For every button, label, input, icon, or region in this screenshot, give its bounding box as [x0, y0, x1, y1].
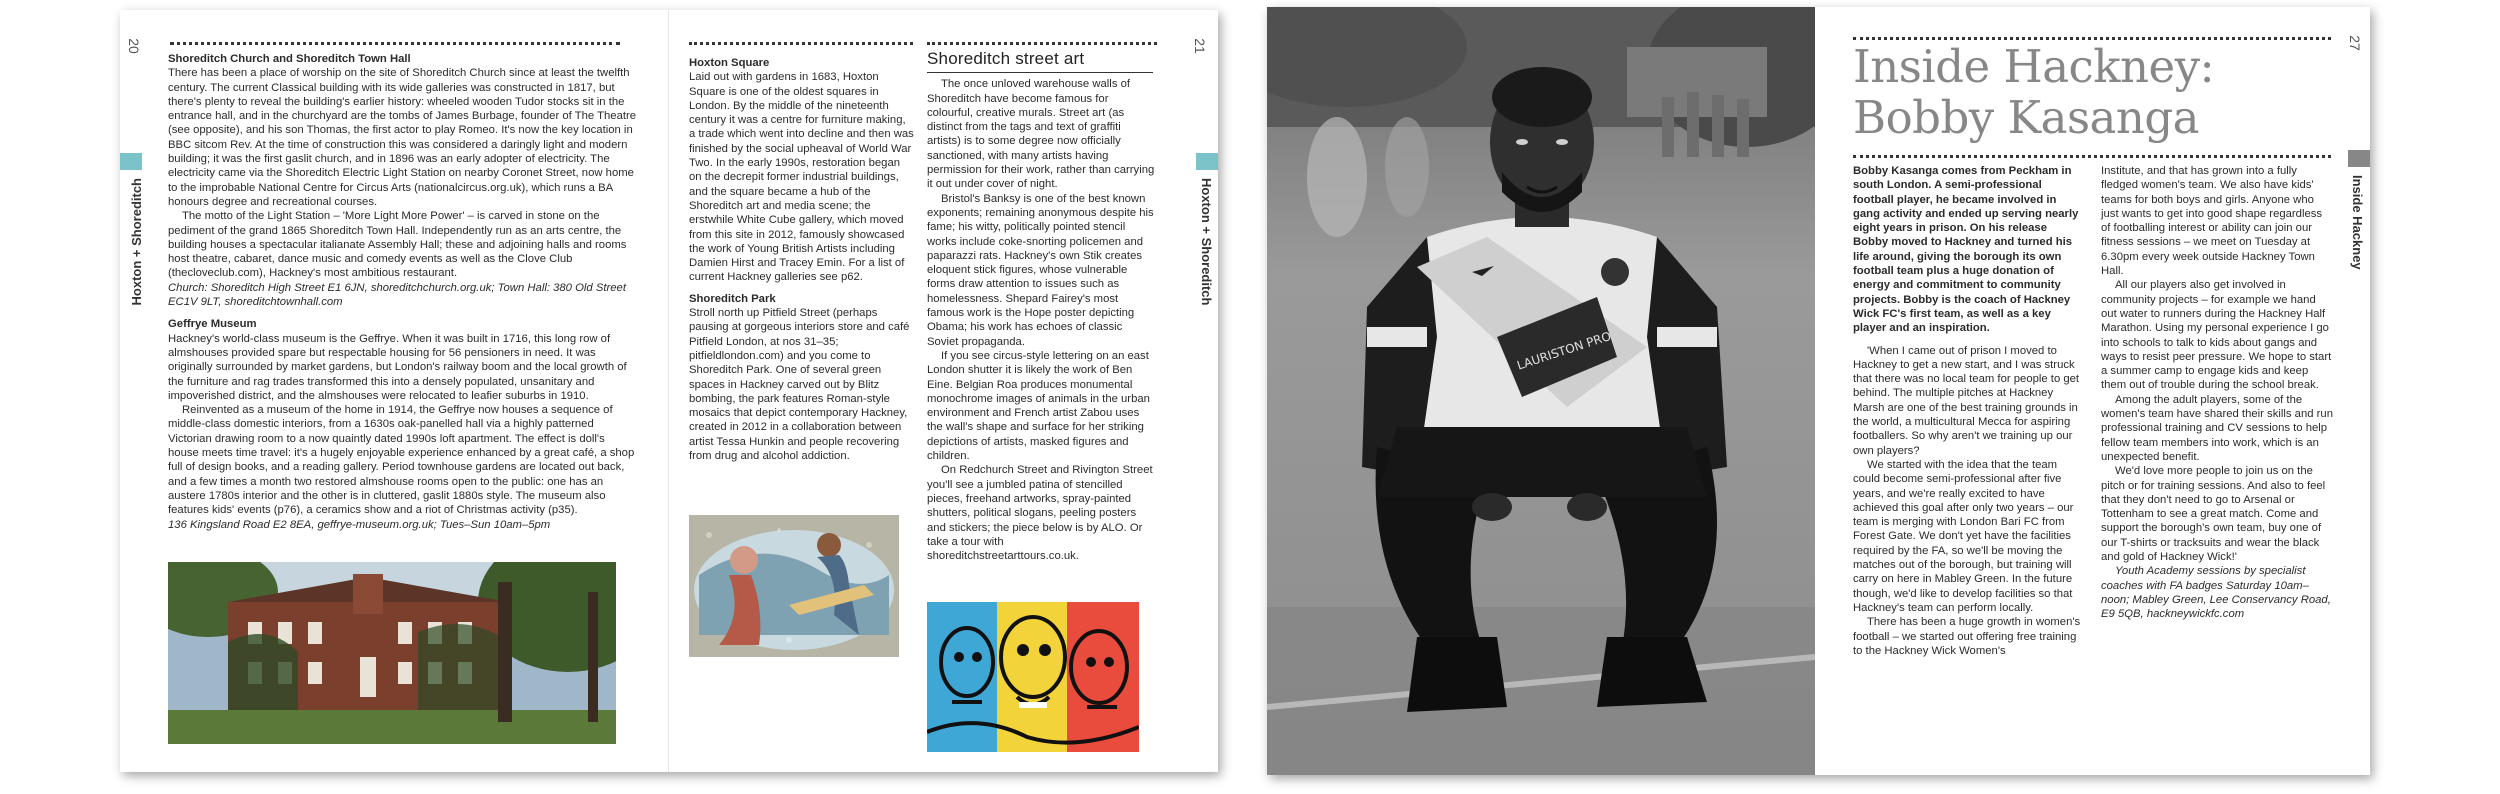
paragraph: On Redchurch Street and Rivington Street you'll see a jumbled patina of stencilled pieces, freehand artworks, spray-painted shutters, political slogans, peeling posters and stickers; the piece below is by ALO. Or take a tour with shoreditchstreetarttours.co.uk.	[927, 464, 1153, 563]
section-heading: Shoreditch street art	[927, 49, 1085, 68]
right-spread	[1267, 7, 2370, 775]
paragraph: Institute, and that has grown into a fully fledged women's team. We also have kids' teams for both boys and girls. Anyone who just wants to get into good shape regardless of footballing interest or ability can join our fitness sessions – we meet on Tuesday at 6.30pm every week outside Hackney Town Hall.	[2101, 165, 2323, 278]
jersey-sponsor: LAURISTON PRO	[1515, 328, 1613, 373]
title-line-2: Bobby Kasanga	[1853, 91, 2199, 144]
dotted-rule	[927, 42, 1157, 45]
paragraph: If you see circus-style lettering on an east London shutter it is likely the work of Ben Eine. Belgian Roa produces monumental monochrome images of animals in the urban environment and French artist Zabou uses the wall's shape and surface for her striking depictions of artists, masked figures and children.	[927, 349, 1150, 463]
page-21	[669, 10, 1218, 772]
section-heading: Shoreditch Church and Shoreditch Town Hall	[168, 53, 411, 65]
page-26-photo	[1267, 7, 1815, 775]
shoreditch-park-mosaic-photo	[689, 515, 899, 657]
page-title	[1853, 41, 2214, 143]
left-spread	[120, 10, 1218, 772]
section-heading: Geffrye Museum	[168, 318, 257, 331]
page-number: 27	[2346, 35, 2363, 51]
section-tab	[1196, 153, 1218, 170]
dotted-rule	[170, 42, 620, 45]
paragraph: The motto of the Light Station – 'More Light More Power' – is carved in stone on the pediment of the grand 1865 Shoreditch Town Hall. Independently run as an arts centre, the building houses a spectacular italianate Assembly Hall; these and adjoining halls and rooms host theatre, cabaret, dance music and comedy events as well as the Clove Club (thecloveclub.com), Hackney's most ambitious restaurant.	[168, 210, 627, 280]
paragraph: We'd love more people to join us on the pitch or for training sessions. And also to feel that they don't need to go to Arsenal or Tottenham to see a great match. Come and support the borough's own team, buy one of our T-shirts or tracksuits and wear the black and gold of Hackney Wick!'	[2101, 465, 2326, 564]
paragraph: 'When I came out of prison I moved to Hackney to get a new start, and I was struck that there was no local team for people to get behind. The multiple pitches at Hackney Marsh are one of the best training grounds in the world, a multicultural Mecca for aspiring footballers. So why aren't we training up our own players?	[1853, 344, 2080, 457]
street-art-box	[927, 49, 1155, 563]
page-number: 20	[125, 38, 142, 54]
dotted-rule	[1853, 155, 2331, 158]
paragraph: Bristol's Banksy is one of the best known exponents; remaining anonymous despite his fame; his witty, politically pointed stencil works include coke-snorting policemen and paparazzi rats. Hackney's own Stik creates eloquent stick figures, whose vulnerable forms draw attention to issues such as homelessness. Shepard Fairey's most famous work is the Hope poster depicting Obama; his work has echoes of classic Soviet propaganda.	[927, 192, 1154, 348]
paragraph: Laid out with gardens in 1683, Hoxton Square is one of the oldest squares in London. By the middle of the nineteenth century it was a centre for furniture making, a trade which went into decline and then was finished by the social upheaval of World War Two. In the early 1990s, restoration began on the decrepit former industrial buildings, and the square became a hub of the Shoreditch art and media scene; the erstwhile White Cube gallery, which moved from this site in 2012, famously showcased the work of Young British Artists including Damien Hirst and Tracey Emin. For a list of current Hackney galleries see p62.	[689, 71, 914, 284]
running-head: Hoxton + Shoreditch	[1199, 178, 1214, 306]
geffrye-museum-photo	[168, 562, 616, 744]
article-column	[689, 56, 915, 463]
intro-paragraph: Bobby Kasanga comes from Peckham in south London. A semi-professional football player, he became involved in gang activity and ended up serving nearly eight years in prison. On his release Bobby moved to Hackney and turned his life around, giving the borough its own football team plus a huge donation of energy and commitment to community projects. Bobby is the coach of Hackney Wick FC's first team, as well as a key player and an inspiration.	[1853, 165, 2079, 335]
dotted-rule	[689, 42, 913, 45]
paragraph: There has been a place of worship on the site of Shoreditch Church since at least the twelfth century. The current Classical building with its wide galleries was constructed in 1817, but there's plenty to reveal the building's earlier history: wheeled wooden Tudor stocks sit in the entrance hall, and in the churchyard are the tombs of James Burbage, founder of The Theatre (see opposite), and his son Thomas, the first actor to play Romeo. It's now the key location in BBC sitcom Rev. At the time of construction this was considered a daringly light and modern building; it was the first gaslit church, and in 1896 was an early adopter of electricity. The electricity came via the Shoreditch Electric Light Station on nearby Coronet Street, now home to the improbable National Centre for Circus Arts (nationalcircus.org.uk), which runs a BA honours degree and recreational courses.	[168, 67, 637, 208]
paragraph: Among the adult players, some of the women's team have shared their skills and run professional training and CV sessions to help fellow team members into work, which is an unexpected benefit.	[2101, 393, 2333, 463]
page-number: 21	[1191, 38, 1208, 54]
paragraph: We started with the idea that the team could become semi-professional after five years, and we're really excited to have achieved this goal after only two years – our team is merging with London Bari FC from Forest Gate. We don't yet have the facilities required by the FA, so we'll be moving the matches out of the borough, but training will carry on here in Mabley Green. In the future though, we'd like to develop facilities so that Hackney's team can perform locally.	[1853, 458, 2074, 614]
paragraph: All our players also get involved in community projects – for example we hand out water to runners during the Hackney Half Marathon. Using my personal experience I go into schools to talk to kids about gangs and ways to resist peer pressure. We hope to start a summer camp to engage kids and keep them out of trouble during the school break.	[2101, 279, 2332, 392]
listing: Youth Academy sessions by specialist coaches with FA badges Saturday 10am–noon; Mabley Green, Lee Conservancy Road, E9 5QB, hackneywickfc.com	[2101, 565, 2331, 621]
bobby-kasanga-portrait	[1267, 7, 1815, 775]
paragraph: Stroll north up Pitfield Street (perhaps pausing at gorgeous interiors store and café Pitfield London, at nos 31–35; pitfieldlondon.com) and you come to Shoreditch Park. One of several green spaces in Hackney carved out by Blitz bombing, the park features Roman-style mosaics that depict contemporary Hackney, created in 2012 in a collaboration between artist Tessa Hunkin and people recovering from drug and alcohol addiction.	[689, 307, 910, 463]
section-heading: Shoreditch Park	[689, 292, 776, 305]
paragraph: The once unloved warehouse walls of Shoreditch have become famous for colourful, creative murals. Street art (as distinct from the tags and text of graffiti artists) is to some degree now officially sanctioned, with many artists having permission for their work, rather than carrying it out under cover of night.	[927, 78, 1155, 191]
section-tab	[2348, 150, 2370, 167]
article-column	[168, 52, 638, 532]
paragraph: There has been a huge growth in women's football – we started out offering free training to the Hackney Wick Women's	[1853, 616, 2081, 657]
page-27	[1815, 7, 2370, 775]
page-20	[120, 10, 669, 772]
title-line-1: Inside Hackney:	[1853, 40, 2215, 93]
article-column-2	[2101, 164, 2333, 622]
running-head: Inside Hackney	[2350, 175, 2365, 270]
section-heading: Hoxton Square	[689, 57, 770, 69]
running-head: Hoxton + Shoreditch	[129, 178, 144, 306]
paragraph: Reinvented as a museum of the home in 1914, the Geffrye now houses a sequence of middle-class domestic interiors, from a 1630s oak-panelled hall via a highly patterned Victorian drawing room to a now quaintly dated 1990s loft apartment. The effect is doll's house meets time travel: it's a hugely enjoyable experience enhanced by a great café, a shop full of design books, and a reading gallery. Period townhouse gardens are located out back, and a few times a month two restored almshouse rooms open to the public: one has an austere 1780s interior and the other is in cluttered, gaslit 1880s style. The museum also features kids' events (p76), a ceramics show and a riot of Christmas activity (p35).	[168, 404, 635, 517]
heading-underline	[927, 72, 1153, 73]
section-tab	[120, 153, 142, 170]
article-column-1	[1853, 164, 2085, 658]
listing: Church: Shoreditch High Street E1 6JN, shoreditchchurch.org.uk; Town Hall: 380 Old Street EC1V 9LT, shoreditchtownhall.com	[168, 281, 626, 309]
paragraph: Hackney's world-class museum is the Geffrye. When it was built in 1716, this long row of almshouses provided spare but respectable housing for 56 pensioners in need. It was originally surrounded by market gardens, but London's railway boom and the local growth of the furniture and rag trades transformed this into a densely populated, unsanitary and impoverished district, and the almshouses were relocated to leafier suburbs in 1910.	[168, 332, 627, 402]
listing: 136 Kingsland Road E2 8EA, geffrye-museum.org.uk; Tues–Sun 10am–5pm	[168, 518, 551, 531]
alo-street-art-photo	[927, 602, 1139, 752]
